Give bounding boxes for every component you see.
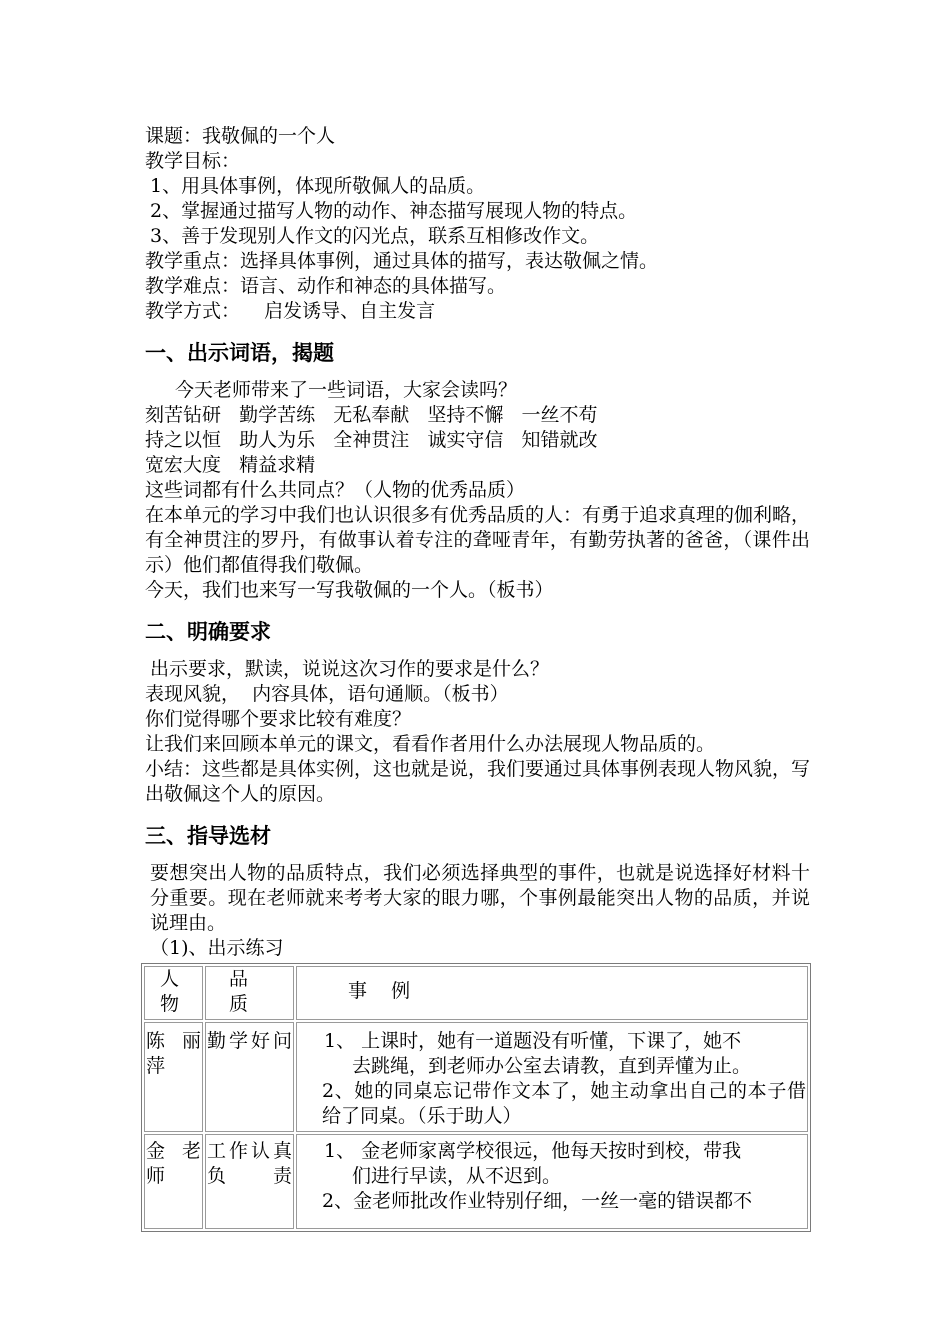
cell-quality: 工作认真负责 (205, 1134, 294, 1229)
exercise-label: （1)、出示练习 (150, 937, 284, 959)
difficulty: 教学难点：语言、动作和神态的具体描写。 (145, 275, 507, 297)
lesson-title: 课题：我敬佩的一个人 (145, 125, 336, 147)
section-heading-2: 二、明确要求 (145, 620, 271, 644)
word-line-1: 刻苦钻研 勤学苦练 无私奉献 坚持不懈 一丝不苟 (145, 404, 598, 426)
cell-person: 金老师 (144, 1134, 203, 1229)
section2-summary: 小结：这些都是具体实例，这也就是说，我们要通过具体事例表现人物风貌，写出敬佩这个人的原因。 (145, 758, 811, 805)
section2-line-2: 表现风貌， 内容具体，语句通顺。（板书） (145, 683, 509, 705)
objective-item-1: 1、用具体事例，体现所敬佩人的品质。 (150, 175, 486, 197)
section2-line-3: 你们觉得哪个要求比较有难度？ (145, 708, 412, 730)
objective-item-2: 2、掌握通过描写人物的动作、神态描写展现人物的特点。 (150, 200, 638, 222)
cell-events: 1、 金老师家离学校很远，他每天按时到校，带我 们进行早读，从不迟到。 2、金老师批改作业特别仔细，一丝一毫的错误都不 (296, 1134, 808, 1229)
word-line-2: 持之以恒 助人为乐 全神贯注 诚实守信 知错就改 (145, 429, 598, 451)
objective-item-3: 3、善于发现别人作文的闪光点，联系互相修改作文。 (150, 225, 600, 247)
teaching-method: 教学方式： 启发诱导、自主发言 (145, 300, 436, 322)
word-line-3: 宽宏大度 精益求精 (145, 454, 316, 476)
section1-today: 今天，我们也来写一写我敬佩的一个人。（板书） (145, 579, 554, 601)
objectives-label: 教学目标： (145, 150, 241, 172)
section1-question: 这些词都有什么共同点？（人物的优秀品质） (145, 479, 526, 501)
cell-quality: 勤学好问 (205, 1022, 294, 1132)
table-header-row (144, 966, 808, 1020)
key-point: 教学重点：选择具体事例，通过具体的描写，表达敬佩之情。 (145, 250, 659, 272)
exercise-table (141, 963, 811, 1232)
section2-line-1: 出示要求，默读，说说这次习作的要求是什么？ (150, 658, 550, 680)
cell-events: 1、 上课时，她有一道题没有听懂，下课了，她不 去跳绳，到老师办公室去请教，直到弄懂为止。 2、她的同桌忘记带作文本了，她主动拿出自己的本子借给了同桌。（乐于助人） (296, 1022, 808, 1132)
section1-intro: 今天老师带来了一些词语，大家会读吗？ (175, 379, 518, 401)
header-events: 事 例 (296, 966, 808, 1020)
section-heading-1: 一、出示词语，揭题 (145, 341, 334, 365)
header-quality: 品 质 (205, 966, 294, 1020)
table-row (144, 1022, 808, 1132)
section2-line-4: 让我们来回顾本单元的课文，看看作者用什么办法展现人物品质的。 (145, 733, 716, 755)
cell-person: 陈丽萍 (144, 1022, 203, 1132)
section3-paragraph: 要想突出人物的品质特点，我们必须选择典型的事件，也就是说选择好材料十分重要。现在老师就来考考大家的眼力哪，个事例最能突出人物的品质，并说说理由。 (150, 862, 810, 934)
document-page (145, 124, 810, 1232)
header-person: 人 物 (144, 966, 203, 1020)
section1-paragraph: 在本单元的学习中我们也认识很多有优秀品质的人：有勇于追求真理的伽利略，有全神贯注的罗丹，有做事认着专注的聋哑青年，有勤劳执著的爸爸，（课件出示）他们都值得我们敬佩。 (145, 504, 811, 576)
section-heading-3: 三、指导选材 (145, 824, 271, 848)
table-row (144, 1134, 808, 1229)
